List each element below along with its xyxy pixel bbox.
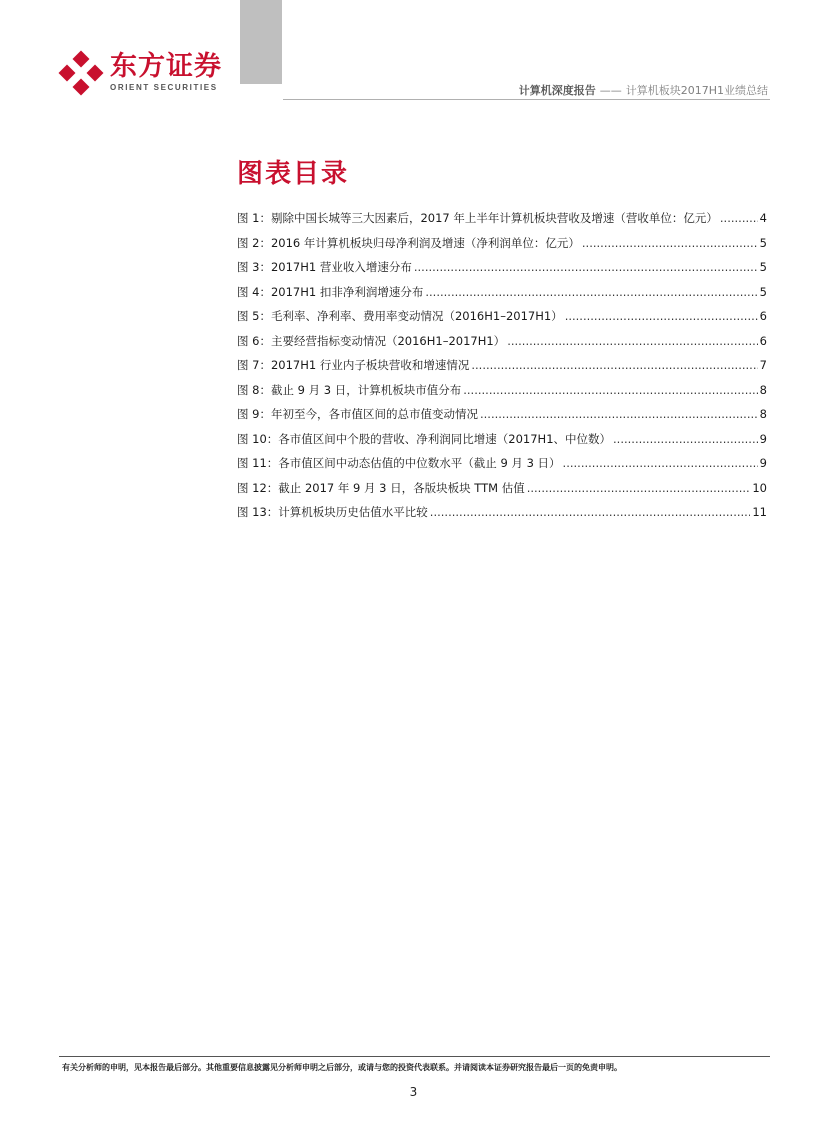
toc-entry-label: 图 12：截止 2017 年 9 月 3 日，各版块板块 TTM 估值 <box>237 480 525 495</box>
toc-entry-label: 图 3：2017H1 营业收入增速分布 <box>237 260 412 274</box>
toc-entry-label: 图 9：年初至今，各市值区间的总市值变动情况 <box>237 407 478 421</box>
toc-entry[interactable] <box>237 431 767 456</box>
toc-leader-dots <box>563 456 758 470</box>
toc-entry-label: 图 2：2016 年计算机板块归母净利润及增速（净利润单位：亿元） <box>237 235 580 250</box>
footer-disclaimer: 有关分析师的申明，见本报告最后部分。其他重要信息披露见分析师申明之后部分，或请与您的投资代表联系。并请阅读本证券研究报告最后一页的免责申明。 <box>62 1063 622 1072</box>
toc-entry-page: 4 <box>759 211 767 225</box>
toc-leader-dots <box>527 481 751 495</box>
toc-entry-label: 图 13：计算机板块历史估值水平比较 <box>237 505 428 519</box>
toc-entry-page: 8 <box>759 382 767 397</box>
brand-name-cn: 东方证券 <box>110 51 222 82</box>
toc-entry-page: 5 <box>759 235 767 250</box>
toc-entry[interactable] <box>237 259 767 284</box>
toc-leader-dots <box>414 260 758 274</box>
toc-entry-page: 6 <box>759 333 767 348</box>
toc-entry[interactable] <box>237 333 767 358</box>
page-number: 3 <box>409 1085 418 1099</box>
toc-leader-dots <box>463 383 757 397</box>
toc-entry[interactable] <box>237 308 767 333</box>
toc-entry-label: 图 7：2017H1 行业内子板块营收和增速情况 <box>237 358 470 372</box>
toc-leader-dots <box>565 309 758 323</box>
toc-leader-dots <box>430 505 751 519</box>
toc-leader-dots <box>425 285 757 299</box>
toc-entry-label: 图 11：各市值区间中动态估值的中位数水平（截止 9 月 3 日） <box>237 456 561 470</box>
report-type: 计算机深度报告 <box>518 84 596 97</box>
toc-entry-page: 5 <box>759 284 767 299</box>
brand-name-en: ORIENT SECURITIES <box>110 83 218 92</box>
toc-entry[interactable] <box>237 504 767 529</box>
toc-title: 图表目录 <box>237 159 350 189</box>
toc-leader-dots <box>582 236 758 250</box>
toc-entry[interactable] <box>237 357 767 382</box>
toc-entry-page: 10 <box>752 480 767 495</box>
toc-leader-dots <box>613 432 758 446</box>
toc-entry-page: 7 <box>759 358 767 372</box>
toc-entry-label: 图 6：主要经营指标变动情况（2016H1–2017H1） <box>237 333 506 348</box>
orient-logo-icon <box>58 50 104 96</box>
header-separator: —— <box>599 84 622 97</box>
toc-entry-page: 11 <box>752 505 767 519</box>
toc-entry-page: 9 <box>759 456 767 470</box>
toc-entry-page: 9 <box>759 431 767 446</box>
company-logo <box>58 50 228 98</box>
header-rule <box>283 99 770 100</box>
toc-entry-page: 6 <box>759 309 767 323</box>
toc-entry[interactable] <box>237 480 767 505</box>
header-gray-band <box>240 0 282 84</box>
toc-entry-label: 图 5：毛利率、净利率、费用率变动情况（2016H1–2017H1） <box>237 309 563 323</box>
toc-entry[interactable] <box>237 210 767 235</box>
toc-list <box>237 210 767 529</box>
toc-entry[interactable] <box>237 235 767 260</box>
toc-entry-page: 8 <box>759 407 767 421</box>
toc-leader-dots <box>471 358 757 372</box>
toc-leader-dots <box>507 334 757 348</box>
toc-leader-dots <box>480 407 758 421</box>
toc-entry-label: 图 4：2017H1 扣非净利润增速分布 <box>237 284 424 299</box>
toc-entry[interactable] <box>237 406 767 431</box>
toc-entry-label: 图 1：剔除中国长城等三大因素后，2017 年上半年计算机板块营收及增速（营收单位：亿元） <box>237 211 718 225</box>
report-title: 计算机板块2017H1业绩总结 <box>625 84 768 97</box>
toc-entry[interactable] <box>237 382 767 407</box>
footer-rule <box>59 1056 770 1057</box>
toc-entry[interactable] <box>237 455 767 480</box>
toc-leader-dots <box>720 211 758 225</box>
toc-entry-label: 图 8：截止 9 月 3 日，计算机板块市值分布 <box>237 382 462 397</box>
toc-entry[interactable] <box>237 284 767 309</box>
toc-entry-page: 5 <box>759 260 767 274</box>
running-header <box>519 82 768 98</box>
toc-entry-label: 图 10：各市值区间中个股的营收、净利润同比增速（2017H1、中位数） <box>237 431 612 446</box>
